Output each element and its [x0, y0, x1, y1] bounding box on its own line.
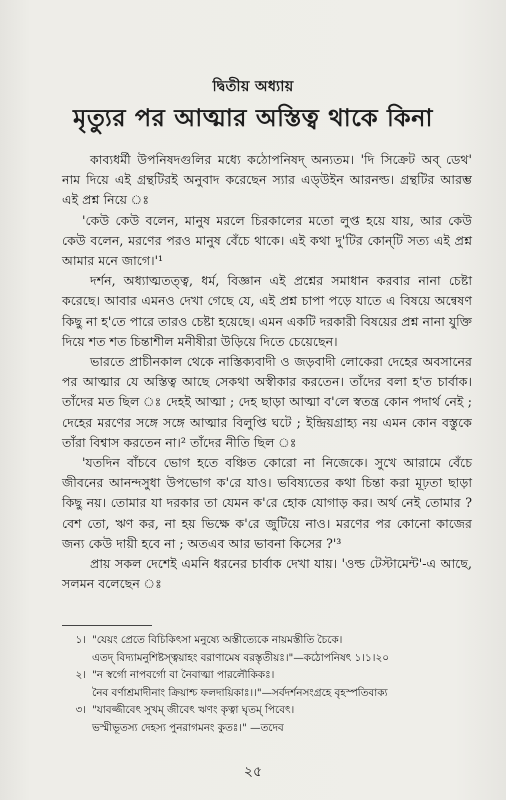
footnote-number: ২।: [75, 669, 86, 681]
footnote-line: "যেয়ং প্রেতে বিচিকিৎসা মনুষ্যে অস্তীত্যেকে নায়মস্তীতি চৈকে।: [92, 634, 343, 646]
paragraph-5-quote: 'যতদিন বাঁচবে ভোগ হতে বঞ্চিত কোরো না নিজেকে। সুখে আরামে বেঁচে জীবনের আনন্দসুধা উপভোগ ক'রে যাও। ভবিষ্যতের কথা চিন্তা করা মূঢ়তা ছাড়া কিছু নয়। তোমার যা দরকার তা যেমন ক'রে হোক যোগাড় কর। অর্থ নেই তোমার ? বেশ তো, ঋণ কর, না হয় ভিক্ষে ক'রে জুটিয়ে নাও। মরণের পর কোনো কাজের জন্য কেউ দায়ী হবে না ; অতএব আর ভাবনা কিসের ?'³: [62, 455, 472, 551]
footnote-3: [62, 702, 474, 737]
footnote-divider: [62, 625, 152, 626]
footnote-line: নৈব বর্ণাশ্রমাদীনাং ক্রিয়াশ্চ ফলদায়িকাঃ।।"—সর্বদর্শনসংগ্রহে বৃহস্পতিবাক্য: [92, 686, 388, 699]
chapter-heading: দ্বিতীয় অধ্যায়: [212, 78, 294, 95]
paragraph-6: প্রায় সকল দেশেই এমনি ধরনের চার্বাক দেখা যায়। 'ওল্ড টেস্টামেন্ট'-এ আছে, সলমন বলেছেন ঃ: [62, 556, 472, 592]
footnote-1: [62, 632, 474, 667]
footnote-line: ভস্মীভূতস্য দেহস্য পুনরাগমনং কুতঃ।" —তদেব: [92, 721, 284, 734]
chapter-title: মৃত্যুর পর আত্মার অস্তিত্ব থাকে কিনা: [73, 103, 433, 132]
paragraph-2-quote: 'কেউ কেউ বলেন, মানুষ মরলে চিরকালের মতো লুপ্ত হয়ে যায়, আর কেউ কেউ বলেন, মরণের পরও মানুষ বেঁচে থাকে। এই কথা দু'টির কোন্‌টি সত্য এই প্রশ্ন আমার মনে জাগে।'¹: [62, 212, 472, 269]
footnote-line: এতদ্ বিদ্যামনুশিষ্টস্ত্বয়াহং বরাণামেষ বরস্তৃতীয়ঃ।"—কঠোপনিষৎ ১।১।২০: [92, 651, 389, 664]
body-text: [62, 150, 472, 594]
paragraph-3: দর্শন, অধ্যাত্মতত্ত্ব, ধর্ম, বিজ্ঞান এই প্রশ্নের সমাধান করবার নানা চেষ্টা করেছে। আবার এমনও দেখা গেছে যে, এই প্রশ্ন চাপা পড়ে যাতে এ বিষয়ে অন্বেষণ কিছু না হ'তে পারে তারও চেষ্টা হয়েছে। এমন একটি দরকারী বিষয়ের প্রশ্ন নানা যুক্তি দিয়ে শত শত চিন্তাশীল মনীষীরা উড়িয়ে দিতে চেয়েছেন।: [62, 273, 472, 349]
footnote-number: ১।: [75, 634, 86, 646]
footnotes: [62, 632, 474, 737]
paragraph-4: ভারতে প্রাচীনকাল থেকে নাস্তিক্যবাদী ও জড়বাদী লোকেরা দেহের অবসানের পর আত্মার যে অস্তিত্ব আছে সেকথা অস্বীকার করতেন। তাঁদের বলা হ'ত চার্বাক। তাঁদের মত ছিল ঃ দেহই আত্মা ; দেহ ছাড়া আত্মা ব'লে স্বতন্ত্র কোন পদার্থ নেই ; দেহের মরণের সঙ্গে সঙ্গে আত্মার বিলুপ্তি ঘটে ; ইন্দ্রিয়গ্রাহ্য নয় এমন কোন বস্তুকে তাঁরা বিশ্বাস করতেন না।² তাঁদের নীতি ছিল ঃ: [62, 354, 472, 450]
footnote-line: "যাবজ্জীবেৎ সুখম্ জীবেৎ ঋণং কৃত্বা ঘৃতম্ পিবেৎ।: [92, 704, 295, 716]
paragraph-1: কাব্যধর্মী উপনিষদগুলির মধ্যে কঠোপনিষদ্ অন্যতম। 'দি সিক্রেট অব্ ডেথ' নাম দিয়ে এই গ্রন্থটিরই অনুবাদ করেছেন স্যার এড্‌উইন আরনল্ড। গ্রন্থটির আরম্ভ এই প্রশ্ন নিয়ে ঃ: [62, 152, 472, 208]
footnote-number: ৩।: [75, 704, 86, 716]
footnote-2: [62, 667, 474, 702]
footnote-line: "ন স্বর্গো নাপবর্গো বা নৈবাত্মা পারলৌকিকঃ।: [92, 669, 275, 681]
page-number: ২৫: [243, 764, 263, 780]
